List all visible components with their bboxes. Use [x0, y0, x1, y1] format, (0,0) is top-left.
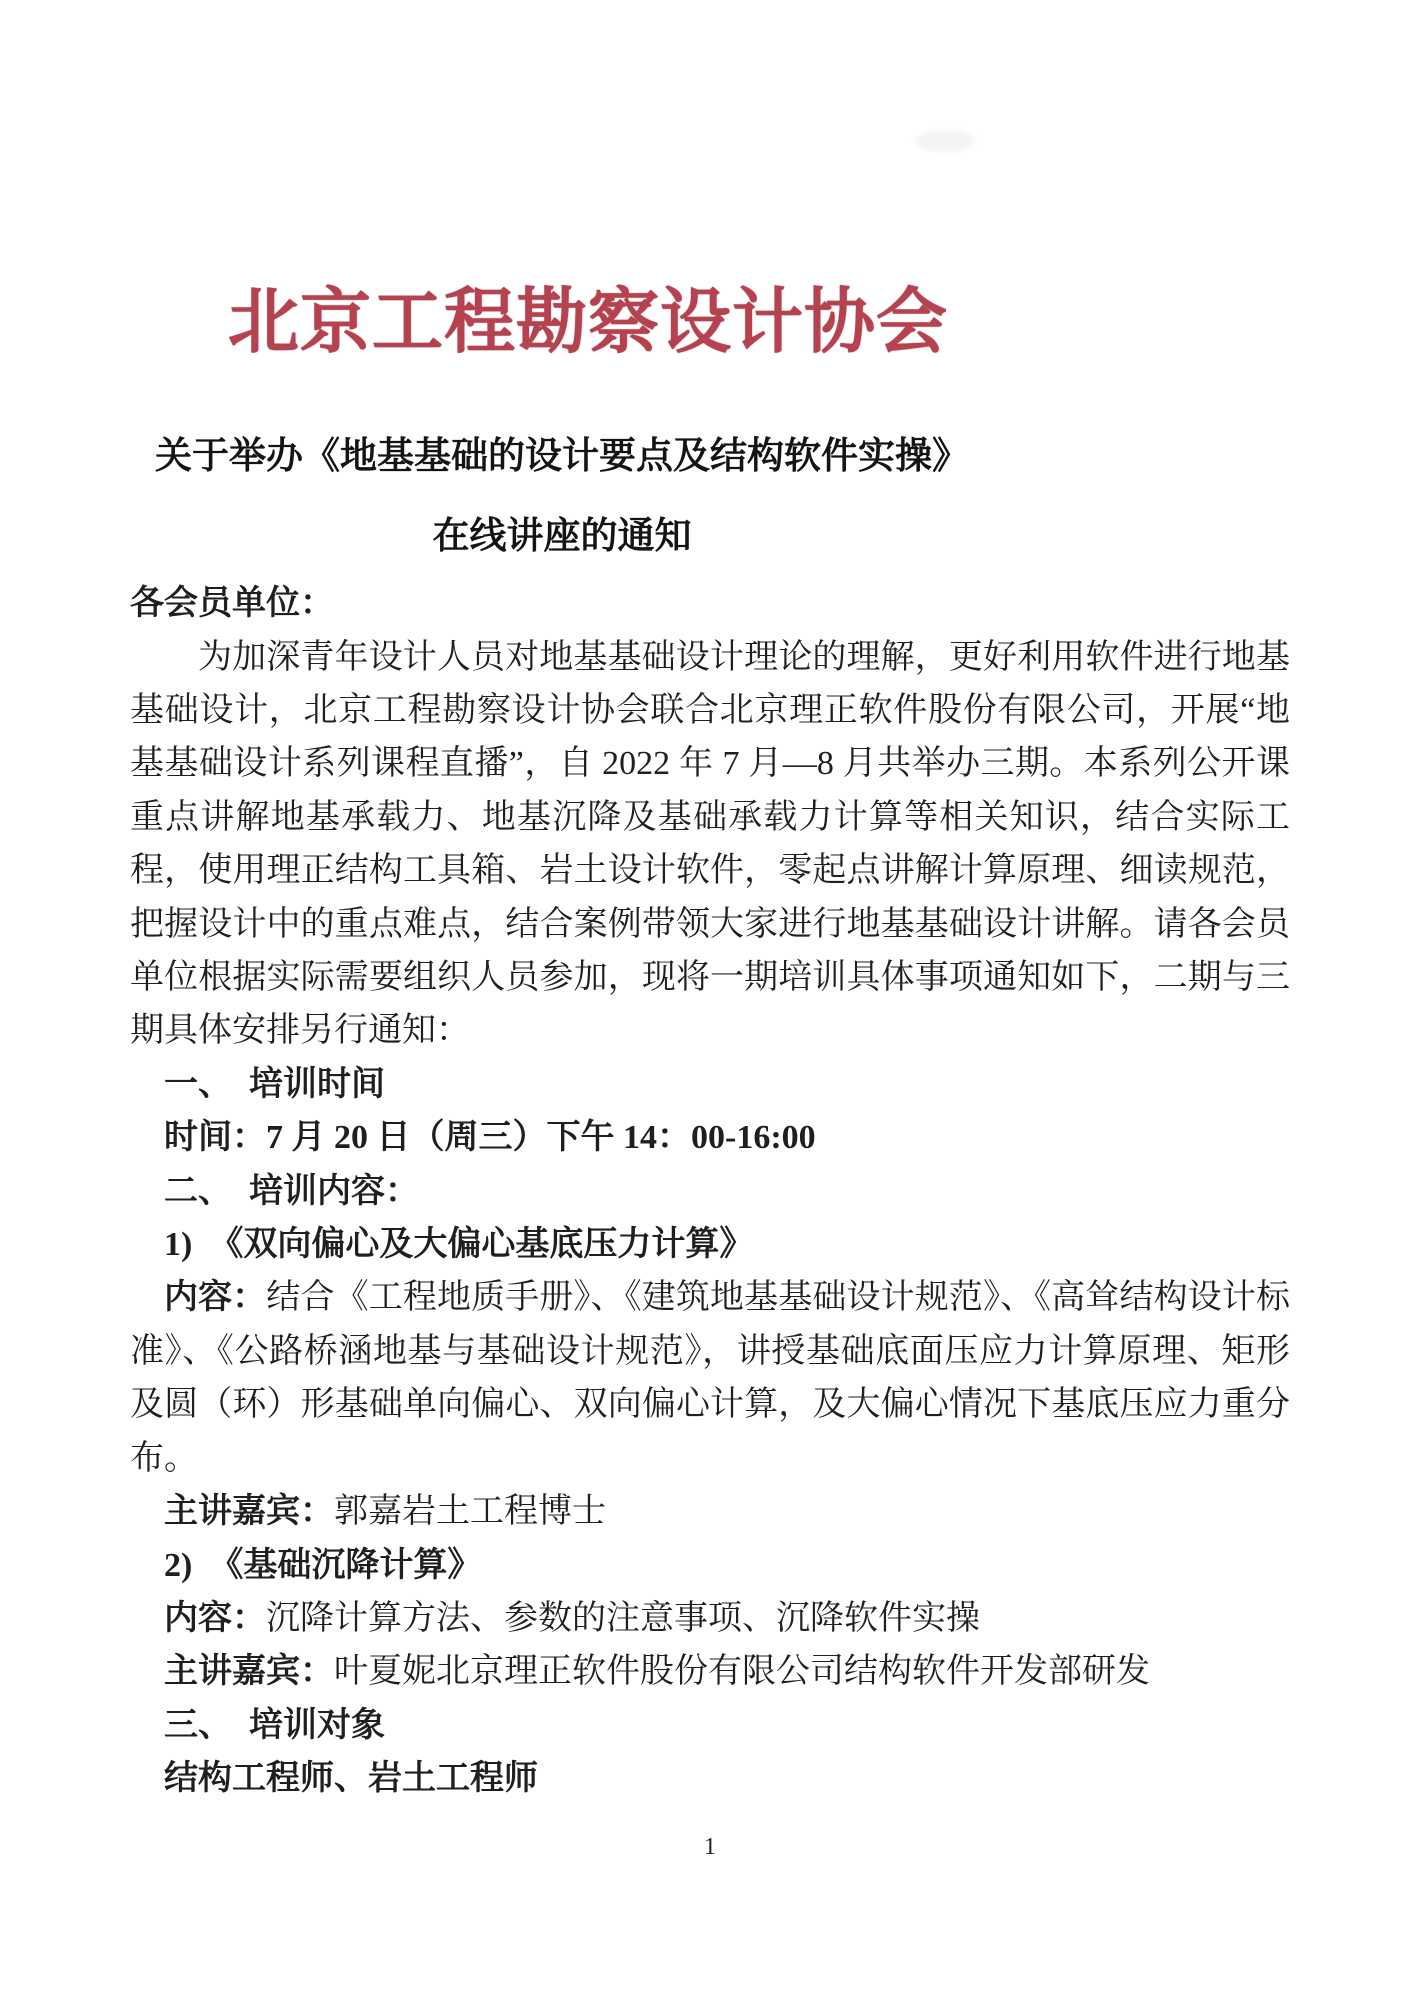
section3-audience: 结构工程师、岩土工程师 [164, 1760, 538, 1798]
item1-title: 1) 《双向偏心及大偏心基底压力计算》 [164, 1226, 754, 1264]
item2-speaker-label: 主讲嘉宾： [164, 1653, 334, 1691]
item2-title: 2) 《基础沉降计算》 [164, 1546, 482, 1584]
document-title-line2: 在线讲座的通知 [432, 516, 692, 558]
item1-content-paragraph [130, 1271, 1290, 1485]
section1-time: 时间：7 月 20 日（周三）下午 14：00-16:00 [164, 1119, 816, 1157]
item2-speaker-name: 叶夏妮北京理正软件股份有限公司结构软件开发部研发 [334, 1653, 1150, 1691]
section1-heading: 一、 培训时间 [164, 1065, 385, 1103]
section3-heading: 三、 培训对象 [164, 1706, 385, 1744]
salutation: 各会员单位： [130, 585, 334, 623]
section2-heading: 二、 培训内容： [164, 1172, 419, 1210]
document-title [0, 417, 1142, 577]
item2-content-text: 沉降计算方法、参数的注意事项、沉降软件实操 [266, 1599, 980, 1637]
item2-content-label: 内容： [164, 1599, 266, 1637]
scan-artifact [915, 130, 975, 152]
item1-speaker-label: 主讲嘉宾： [164, 1493, 334, 1531]
document-title-line1: 关于举办《地基基础的设计要点及结构软件实操》 [155, 436, 969, 478]
organization-title: 北京工程勘察设计协会 [227, 283, 948, 362]
item2-speaker-line [130, 1645, 1290, 1698]
item2-content-paragraph [130, 1592, 1290, 1645]
item1-content-text: 结合《工程地质手册》、《建筑地基基础设计规范》、《高耸结构设计标准》、《公路桥涵地基与基础设计规范》，讲授基础底面压应力计算原理、矩形及圆（环）形基础单向偏心、双向偏心计算，及大偏心情况下基底压应力重分布。 [130, 1279, 1291, 1477]
page-number: 1 [704, 1833, 716, 1860]
item1-speaker-name: 郭嘉岩土工程博士 [334, 1493, 606, 1531]
intro-paragraph: 为加深青年设计人员对地基基础设计理论的理解，更好利用软件进行地基基础设计，北京工程勘察设计协会联合北京理正软件股份有限公司，开展“地基基础设计系列课程直播”，自 2022 年 7 月—8 月共举办三期。本系列公开课重点讲解地基承载力、地基沉降及基础承载力计算等相关知识，结合实际工程，使用理正结构工具箱、岩土设计软件，零起点讲解计算原理、细读规范，把握设计中的重点难点，结合案例带领大家进行地基基础设计讲解。请各会员单位根据实际需要组织人员参加，现将一期培训具体事项通知如下，二期与三期具体安排另行通知： [130, 638, 1290, 1050]
item1-content-label: 内容： [164, 1279, 267, 1317]
item1-speaker-line [130, 1485, 1290, 1538]
